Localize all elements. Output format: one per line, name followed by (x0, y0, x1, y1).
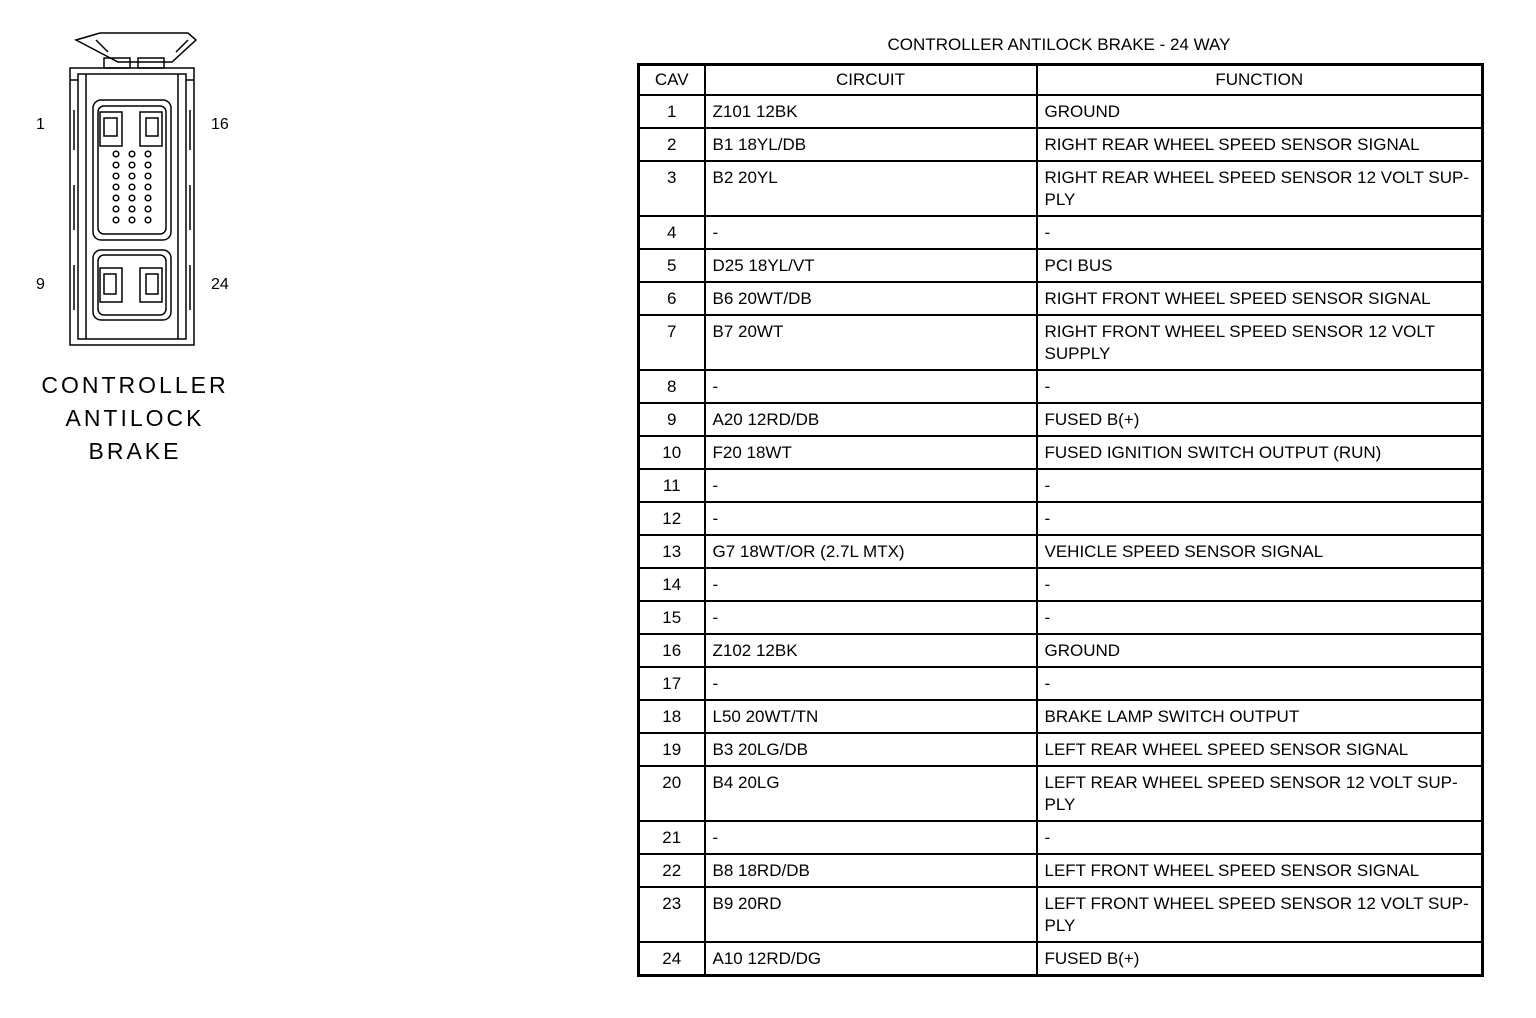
cell-circuit: - (705, 370, 1037, 403)
cell-cav: 8 (639, 370, 705, 403)
pin-hole (129, 206, 135, 212)
cell-circuit: Z101 12BK (705, 95, 1037, 128)
table-body (639, 95, 1483, 976)
cell-function: - (1037, 469, 1483, 502)
pin-hole (129, 184, 135, 190)
cell-function: GROUND (1037, 95, 1483, 128)
pin-label-9: 9 (36, 276, 45, 293)
header-cav: CAV (639, 65, 705, 96)
cell-function: - (1037, 502, 1483, 535)
table-row (639, 502, 1483, 535)
connector-title-line-3: BRAKE (88, 438, 182, 464)
cell-circuit: B2 20YL (705, 161, 1037, 216)
cell-function: GROUND (1037, 634, 1483, 667)
cell-cav: 1 (639, 95, 705, 128)
cell-circuit: B6 20WT/DB (705, 282, 1037, 315)
table-row (639, 634, 1483, 667)
table-row (639, 282, 1483, 315)
cell-circuit: L50 20WT/TN (705, 700, 1037, 733)
cell-cav: 15 (639, 601, 705, 634)
cell-function: LEFT FRONT WHEEL SPEED SENSOR SIGNAL (1037, 854, 1483, 887)
table-row (639, 315, 1483, 370)
cell-function: BRAKE LAMP SWITCH OUTPUT (1037, 700, 1483, 733)
cell-function: PCI BUS (1037, 249, 1483, 282)
table-row (639, 249, 1483, 282)
pin-hole (113, 173, 119, 179)
pin-hole (145, 195, 151, 201)
cell-cav: 20 (639, 766, 705, 821)
table-row (639, 766, 1483, 821)
cell-cav: 3 (639, 161, 705, 216)
cell-function: - (1037, 667, 1483, 700)
table-row (639, 887, 1483, 942)
pin-hole (113, 217, 119, 223)
pin-label-1: 1 (36, 116, 45, 133)
cell-circuit: - (705, 601, 1037, 634)
cell-cav: 9 (639, 403, 705, 436)
pin-hole (113, 206, 119, 212)
cell-function: - (1037, 821, 1483, 854)
cell-cav: 17 (639, 667, 705, 700)
pin-hole (145, 184, 151, 190)
table-row (639, 128, 1483, 161)
cell-cav: 13 (639, 535, 705, 568)
connector-title (20, 370, 250, 469)
cell-function: LEFT REAR WHEEL SPEED SENSOR 12 VOLT SUP-PLY (1037, 766, 1483, 821)
cell-circuit: B8 18RD/DB (705, 854, 1037, 887)
cell-cav: 2 (639, 128, 705, 161)
cell-function: RIGHT REAR WHEEL SPEED SENSOR 12 VOLT SUP-PLY (1037, 161, 1483, 216)
cell-cav: 14 (639, 568, 705, 601)
cell-circuit: B3 20LG/DB (705, 733, 1037, 766)
pin-hole (129, 151, 135, 157)
cell-circuit: A20 12RD/DB (705, 403, 1037, 436)
table-row (639, 667, 1483, 700)
cell-circuit: - (705, 667, 1037, 700)
header-circuit: CIRCUIT (705, 65, 1037, 96)
pin-hole (145, 217, 151, 223)
table-row (639, 370, 1483, 403)
cell-cav: 5 (639, 249, 705, 282)
cell-cav: 7 (639, 315, 705, 370)
table-row (639, 535, 1483, 568)
cell-cav: 19 (639, 733, 705, 766)
cell-function: RIGHT FRONT WHEEL SPEED SENSOR 12 VOLT SUPPLY (1037, 315, 1483, 370)
table-row (639, 854, 1483, 887)
pin-hole (113, 184, 119, 190)
cell-circuit: B9 20RD (705, 887, 1037, 942)
cell-function: - (1037, 568, 1483, 601)
cell-circuit: Z102 12BK (705, 634, 1037, 667)
pin-hole (145, 151, 151, 157)
cell-function: FUSED IGNITION SWITCH OUTPUT (RUN) (1037, 436, 1483, 469)
cell-circuit: D25 18YL/VT (705, 249, 1037, 282)
table-row (639, 436, 1483, 469)
table-row (639, 403, 1483, 436)
table-header-row (639, 65, 1483, 96)
connector-title-line-1: CONTROLLER (41, 372, 229, 398)
table-row (639, 821, 1483, 854)
cell-cav: 23 (639, 887, 705, 942)
cell-function: - (1037, 601, 1483, 634)
table-row (639, 700, 1483, 733)
cell-cav: 18 (639, 700, 705, 733)
table-row (639, 601, 1483, 634)
cell-cav: 4 (639, 216, 705, 249)
cell-circuit: - (705, 821, 1037, 854)
table-row (639, 161, 1483, 216)
pin-hole (129, 217, 135, 223)
pin-hole (129, 195, 135, 201)
pin-label-16: 16 (211, 116, 229, 133)
pin-hole (113, 151, 119, 157)
cell-circuit: - (705, 469, 1037, 502)
table-row (639, 733, 1483, 766)
cell-circuit: - (705, 216, 1037, 249)
connector-title-line-2: ANTILOCK (65, 405, 205, 431)
cell-circuit: B1 18YL/DB (705, 128, 1037, 161)
cell-function: - (1037, 370, 1483, 403)
table-row (639, 216, 1483, 249)
cell-cav: 22 (639, 854, 705, 887)
cell-cav: 11 (639, 469, 705, 502)
cell-function: RIGHT FRONT WHEEL SPEED SENSOR SIGNAL (1037, 282, 1483, 315)
table-title: CONTROLLER ANTILOCK BRAKE - 24 WAY (887, 35, 1231, 54)
table-row (639, 942, 1483, 976)
cell-function: FUSED B(+) (1037, 403, 1483, 436)
cell-circuit: B4 20LG (705, 766, 1037, 821)
pinout-table (637, 63, 1484, 977)
cell-circuit: F20 18WT (705, 436, 1037, 469)
cell-function: FUSED B(+) (1037, 942, 1483, 976)
table-row (639, 469, 1483, 502)
cell-circuit: - (705, 568, 1037, 601)
pin-hole (113, 195, 119, 201)
cell-cav: 12 (639, 502, 705, 535)
cell-circuit: G7 18WT/OR (2.7L MTX) (705, 535, 1037, 568)
cell-function: LEFT FRONT WHEEL SPEED SENSOR 12 VOLT SUP-PLY (1037, 887, 1483, 942)
cell-cav: 24 (639, 942, 705, 976)
connector-face-drawing (0, 0, 300, 360)
pin-hole (145, 173, 151, 179)
cell-cav: 21 (639, 821, 705, 854)
cell-function: - (1037, 216, 1483, 249)
cell-function: RIGHT REAR WHEEL SPEED SENSOR SIGNAL (1037, 128, 1483, 161)
table-row (639, 568, 1483, 601)
table-row (639, 95, 1483, 128)
pin-label-24: 24 (211, 276, 229, 293)
header-function: FUNCTION (1037, 65, 1483, 96)
pin-hole (113, 162, 119, 168)
pin-hole (145, 206, 151, 212)
pin-hole (129, 162, 135, 168)
pin-hole (145, 162, 151, 168)
cell-cav: 10 (639, 436, 705, 469)
cell-circuit: A10 12RD/DG (705, 942, 1037, 976)
cell-cav: 16 (639, 634, 705, 667)
cell-circuit: B7 20WT (705, 315, 1037, 370)
connector-diagram (0, 0, 300, 480)
cell-cav: 6 (639, 282, 705, 315)
pin-hole (129, 173, 135, 179)
cell-circuit: - (705, 502, 1037, 535)
cell-function: VEHICLE SPEED SENSOR SIGNAL (1037, 535, 1483, 568)
cell-function: LEFT REAR WHEEL SPEED SENSOR SIGNAL (1037, 733, 1483, 766)
